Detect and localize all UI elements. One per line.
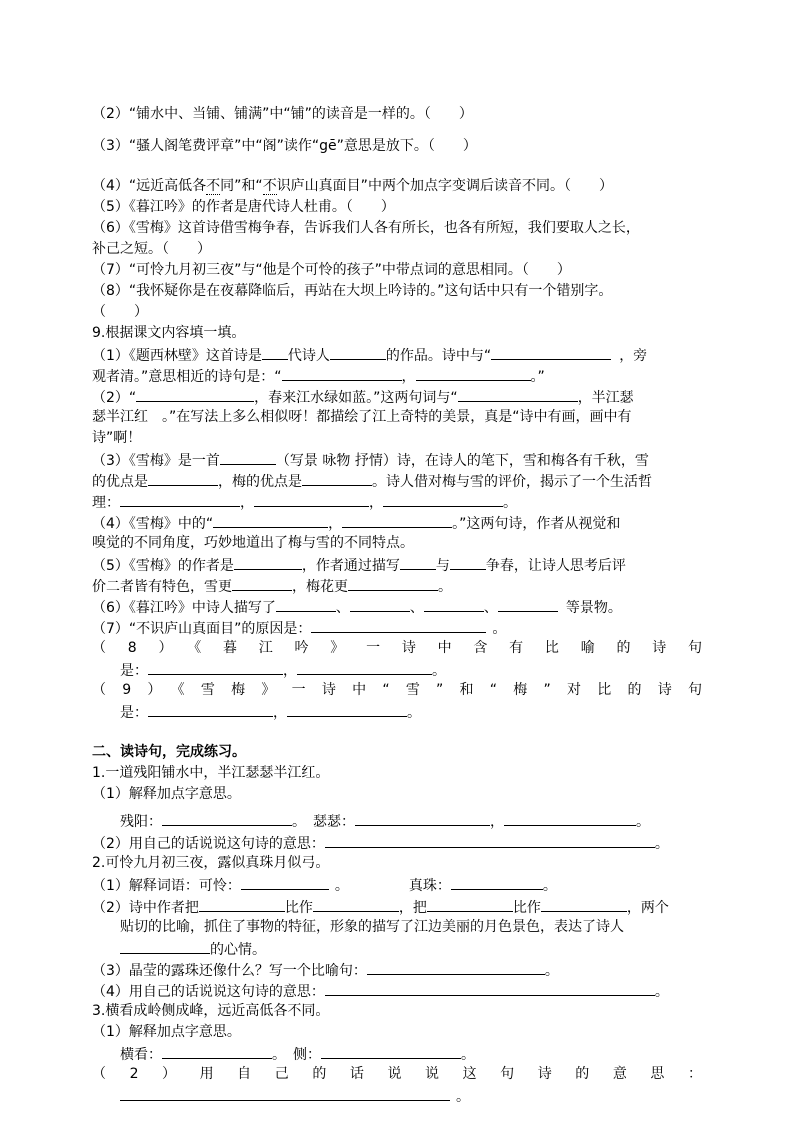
answer-blank[interactable] (342, 512, 452, 528)
fill-2a: （2）“ ，春来江水绿如蓝。”这两句词与“ ，半江瑟 (92, 386, 702, 408)
fill-2c: 诗”啊！ (92, 430, 142, 446)
judge-item-6b: 补己之短。（ ） (92, 241, 211, 257)
answer-blank[interactable] (287, 701, 407, 717)
answer-blank[interactable] (450, 554, 486, 570)
poem-2-q1: （1）解释词语：可怜： 。 真珠： 。 (92, 874, 702, 896)
fill-6: （6）《暮江吟》中诗人描写了 、 、 、 等景物。 (92, 596, 702, 618)
answer-blank[interactable] (330, 344, 386, 360)
answer-blank[interactable] (400, 554, 436, 570)
answer-blank[interactable] (321, 1043, 461, 1059)
answer-blank[interactable] (427, 896, 513, 912)
poem-3-q2a: （2）用自己的话说说这句诗的意思： (92, 1066, 702, 1082)
answer-blank[interactable] (162, 810, 292, 826)
fill-4b: 嗅觉的不同角度，巧妙地道出了梅与雪的不同特点。 (92, 535, 414, 551)
poem-2-q2b: 贴切的比喻，抓住了事物的特征，形象的描写了江边美丽的月色景色，表达了诗人 (120, 919, 624, 935)
poem-1-q1: （1）解释加点字意思。 (92, 786, 241, 802)
answer-blank[interactable] (416, 365, 531, 381)
fill-1a: （1）《题西林壁》这首诗是 代诗人 的作品。诗中与“ ，旁 (92, 344, 702, 366)
poem-2-q3: （3）晶莹的露珠还像什么？写一个比喻句： 。 (92, 959, 702, 981)
fill-3a: （3）《雪梅》是一首 （写景 咏物 抒情）诗，在诗人的笔下，雪和梅各有千秋，雪 (92, 449, 702, 471)
poem-3-q2b: 。 (120, 1085, 702, 1107)
fill-3c: 理： ， ， 。 (92, 491, 702, 513)
answer-blank[interactable] (355, 810, 490, 826)
judge-item-4: （4）“远近高低各不同”和“不识庐山真面目”中两个加点字变调后读音不同。（ ） (92, 178, 613, 194)
judge-item-3: （3）“骚人阁笔费评章”中“阁”读作“gē”意思是放下。（ ） (92, 138, 477, 154)
answer-blank[interactable] (491, 344, 611, 360)
fill-4a: （4）《雪梅》中的“ ， 。”这两句诗，作者从视觉和 (92, 512, 702, 534)
judge-item-7: （7）“可怜九月初三夜”与“他是个可怜的孩子”中带点词的意思相同。（ ） (92, 262, 571, 278)
answer-blank[interactable] (541, 896, 627, 912)
poem-1: 1.一道残阳铺水中，半江瑟瑟半江红。 (92, 765, 330, 781)
answer-blank[interactable] (220, 449, 276, 465)
poem-1-q1a: 残阳： 。 瑟瑟： ， 。 (120, 810, 702, 832)
fill-9a: （9）《雪梅》一诗中“雪”和“梅”对比的诗句 (92, 682, 702, 698)
fill-5a: （5）《雪梅》的作者是 ，作者通过描写 与 争春，让诗人思考后评 (92, 554, 702, 576)
fill-2b: 瑟半江红 。”在写法上多么相似呀！都描绘了江上奇特的美景，真是“诗中有画，画中有 (92, 409, 632, 425)
fill-1b: 观者清。”意思相近的诗句是：“ ， 。” (92, 365, 702, 387)
answer-blank[interactable] (504, 810, 636, 826)
poem-3-q1a: 横看： 。 侧： 。 (120, 1043, 702, 1065)
fill-title: 9.根据课文内容填一填。 (92, 325, 246, 341)
dotted-char: 不 (262, 178, 277, 194)
poem-3: 3.横看成岭侧成峰，远近高低各不同。 (92, 1003, 330, 1019)
answer-blank[interactable] (348, 575, 438, 591)
answer-blank[interactable] (254, 491, 369, 507)
fill-3b: 的优点是 ，梅的优点是 。诗人借对梅与雪的评价，揭示了一个生活哲 (92, 470, 702, 492)
poem-2-q4: （4）用自己的话说说这句诗的意思： 。 (92, 980, 702, 1002)
answer-blank[interactable] (311, 617, 486, 633)
answer-blank[interactable] (262, 344, 288, 360)
judge-item-5: （5）《暮江吟》的作者是唐代诗人杜甫。（ ） (92, 199, 395, 215)
fill-5b: 价二者皆有特色，雪更 ，梅花更 。 (92, 575, 702, 597)
poem-1-q2: （2）用自己的话说说这句诗的意思： 。 (92, 832, 702, 854)
section-title: 二、读诗句，完成练习。 (92, 744, 246, 760)
answer-blank[interactable] (297, 659, 432, 675)
answer-blank[interactable] (148, 470, 218, 486)
answer-blank[interactable] (241, 874, 329, 890)
answer-blank[interactable] (120, 1085, 450, 1101)
answer-blank[interactable] (498, 596, 558, 612)
answer-blank[interactable] (232, 575, 292, 591)
answer-blank[interactable] (350, 596, 410, 612)
answer-blank[interactable] (424, 596, 484, 612)
fill-9b: 是： ， 。 (120, 701, 702, 723)
answer-blank[interactable] (120, 938, 210, 954)
fill-8b: 是： ， 。 (120, 659, 702, 681)
poem-3-q1: （1）解释加点字意思。 (92, 1024, 241, 1040)
poem-2: 2.可怜九月初三夜，露似真珠月似弓。 (92, 855, 330, 871)
poem-2-q2a: （2）诗中作者把 比作 ，把 比作 ，两个 (92, 896, 702, 918)
answer-blank[interactable] (458, 386, 578, 402)
answer-blank[interactable] (367, 959, 545, 975)
judge-item-2: （2）“铺水中、当铺、铺满”中“铺”的读音是一样的。（ ） (92, 106, 473, 122)
judge-item-8a: （8）“我怀疑你是在夜幕降临后，再站在大坝上吟诗的。”这句话中只有一个错别字。 (92, 283, 613, 299)
judge-item-8b: （ ） (92, 304, 148, 320)
poem-2-q2c: 的心情。 (120, 938, 702, 960)
answer-blank[interactable] (120, 491, 240, 507)
answer-blank[interactable] (148, 659, 283, 675)
answer-blank[interactable] (276, 596, 336, 612)
answer-blank[interactable] (213, 512, 328, 528)
answer-blank[interactable] (451, 874, 543, 890)
answer-blank[interactable] (302, 470, 372, 486)
answer-blank[interactable] (383, 491, 503, 507)
answer-blank[interactable] (136, 386, 254, 402)
answer-blank[interactable] (282, 365, 402, 381)
dotted-char: 不 (206, 178, 221, 194)
answer-blank[interactable] (234, 554, 302, 570)
fill-8a: （8）《暮江吟》一诗中含有比喻的诗句 (92, 640, 702, 656)
fill-7: （7）“不识庐山真面目”的原因是： 。 (92, 617, 702, 639)
answer-blank[interactable] (325, 832, 655, 848)
answer-blank[interactable] (162, 1043, 272, 1059)
answer-blank[interactable] (325, 980, 655, 996)
judge-item-6a: （6）《雪梅》这首诗借雪梅争春，告诉我们人各有所长，也各有所短，我们要取人之长， (92, 220, 640, 236)
answer-blank[interactable] (313, 896, 399, 912)
answer-blank[interactable] (148, 701, 273, 717)
answer-blank[interactable] (199, 896, 285, 912)
